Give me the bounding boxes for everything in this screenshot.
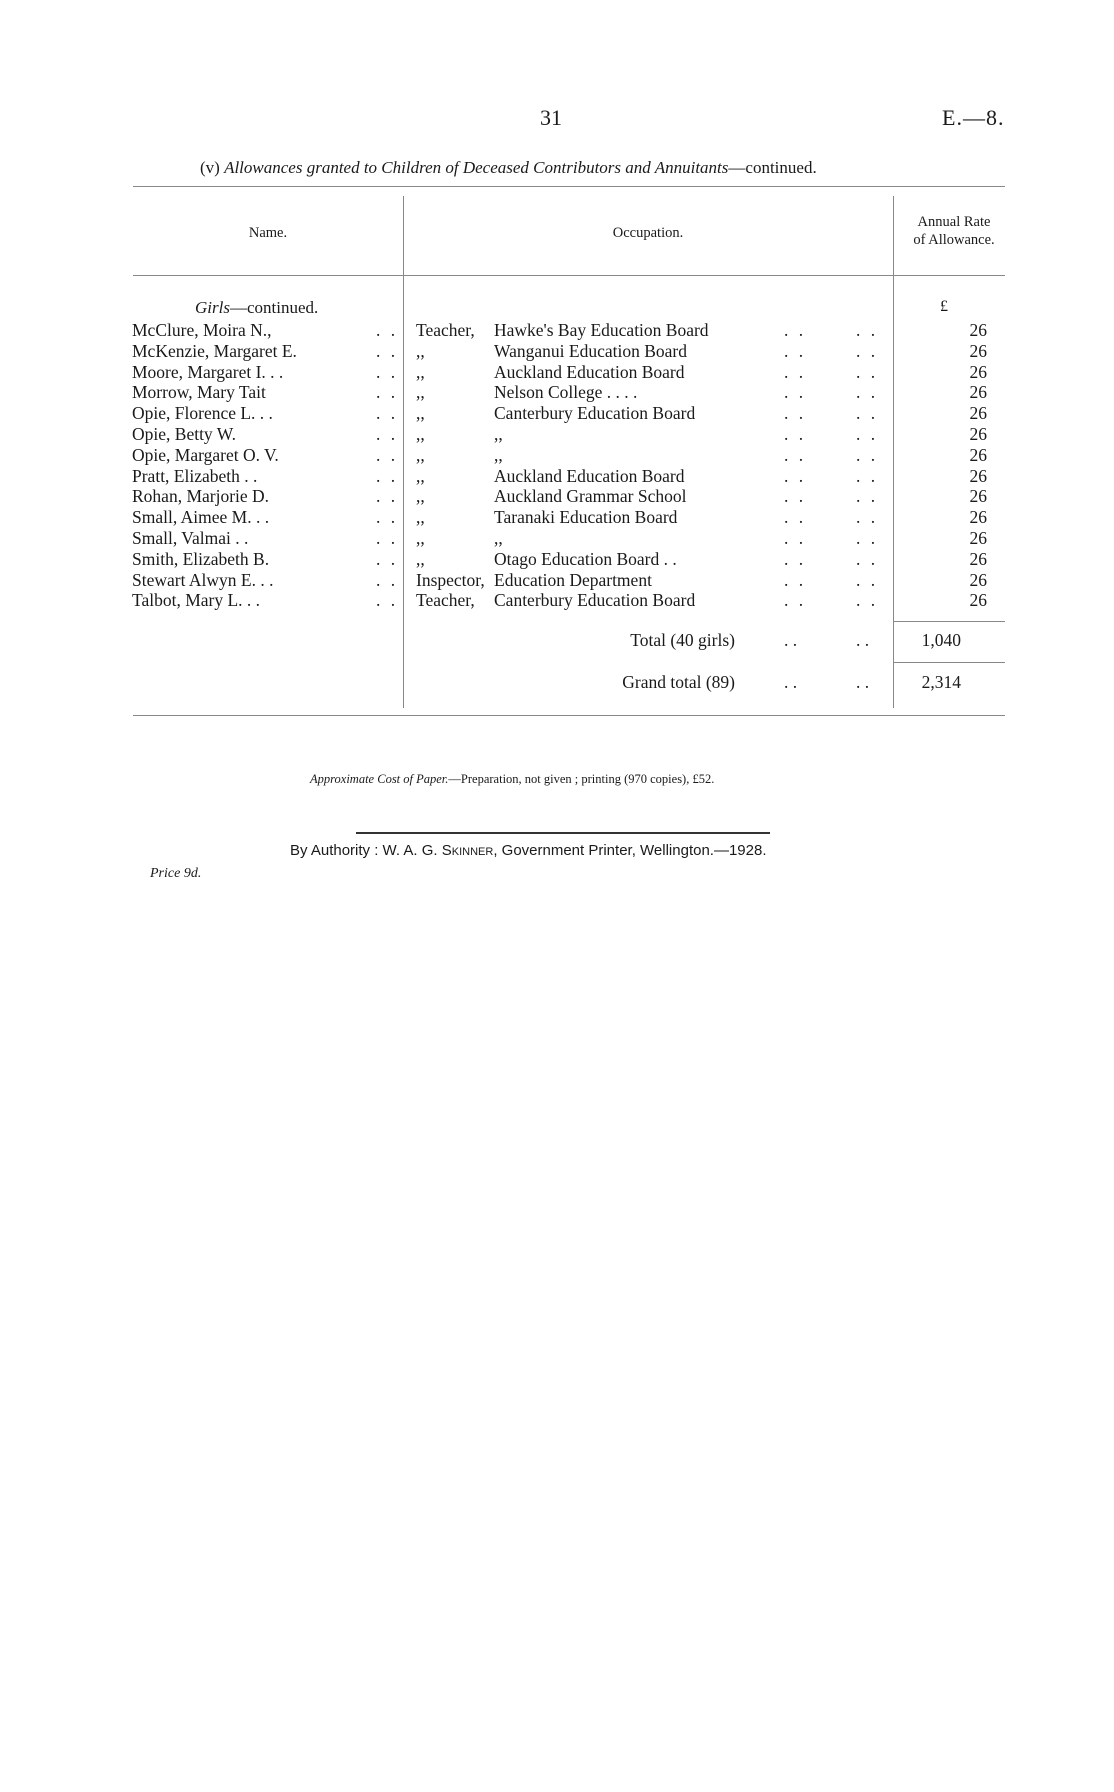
row-rate: 26 [969, 424, 987, 444]
total-leader: . . [856, 630, 870, 650]
row-occupation-prefix: Teacher, [416, 320, 475, 340]
row-rate: 26 [969, 507, 987, 528]
row-leader: . . [856, 424, 879, 444]
printer-authority [290, 842, 767, 859]
row-occupation-prefix: ,, [416, 507, 425, 528]
row-leader: . . [784, 590, 807, 611]
authority-rule [356, 832, 770, 834]
column-header-occupation: Occupation. [612, 225, 684, 241]
grand-total-leader: . . [856, 672, 870, 692]
row-occupation: Auckland Grammar School [494, 486, 687, 507]
table-row [0, 403, 1114, 424]
row-name: Talbot, Mary L. . . [132, 590, 261, 611]
table-row [0, 570, 1114, 591]
column-header-rate-line1: Annual Rate [917, 214, 991, 230]
row-name: Opie, Florence L. . . [132, 403, 273, 424]
row-name: Morrow, Mary Tait [132, 382, 266, 403]
row-occupation: Auckland Education Board [494, 361, 685, 382]
row-occupation: Nelson College . . . . [494, 382, 638, 403]
row-rate: 26 [969, 528, 987, 548]
table-top-rule [133, 186, 1005, 187]
row-occupation-prefix: ,, [416, 361, 425, 382]
row-rate: 26 [969, 569, 987, 590]
grand-total-label: Grand total (89) [622, 672, 735, 692]
row-occupation-prefix: ,, [416, 465, 425, 486]
row-leader: . . [376, 507, 399, 528]
row-occupation: Hawke's Bay Education Board [494, 320, 709, 340]
row-leader: . . [856, 465, 879, 486]
row-occupation: Canterbury Education Board [494, 590, 696, 611]
row-leader: . . [376, 548, 399, 569]
row-leader: . . [376, 486, 399, 507]
row-name: Moore, Margaret I. . . [132, 361, 284, 382]
cost-text: —Preparation, not given ; printing (970 copies), £52. [448, 772, 715, 786]
row-name: Small, Aimee M. . . [132, 507, 270, 528]
total-top-rule [893, 621, 1005, 622]
row-leader: . . [856, 382, 879, 403]
row-name: Stewart Alwyn E. . . [132, 569, 274, 590]
table-row [0, 362, 1114, 383]
total-value: 1,040 [921, 630, 961, 650]
row-leader: . . [784, 548, 807, 569]
row-leader: . . [856, 403, 879, 424]
row-occupation: ,, [494, 528, 503, 548]
row-leader: . . [784, 361, 807, 382]
grand-total-top-rule [893, 662, 1005, 663]
page-number: 31 [540, 105, 562, 130]
table-row [0, 590, 1114, 611]
row-occupation: Canterbury Education Board [494, 403, 696, 424]
row-name: Small, Valmai . . [132, 528, 249, 548]
row-rate: 26 [969, 486, 987, 507]
row-name: Opie, Margaret O. V. [132, 444, 279, 465]
column-header-rate [895, 213, 1013, 249]
caption-suffix: —continued. [728, 158, 817, 177]
row-name: Pratt, Elizabeth . . [132, 465, 258, 486]
row-rate: 26 [969, 382, 987, 403]
row-leader: . . [856, 590, 879, 611]
row-leader: . . [856, 569, 879, 590]
row-leader: . . [784, 444, 807, 465]
row-leader: . . [856, 444, 879, 465]
row-rate: 26 [969, 444, 987, 465]
row-occupation: Otago Education Board . . [494, 548, 677, 569]
row-occupation-prefix: ,, [416, 444, 425, 465]
caption-prefix: (v) [200, 158, 220, 177]
row-name: McKenzie, Margaret E. [132, 340, 297, 361]
table-row [0, 466, 1114, 487]
header-bottom-rule [133, 275, 1005, 276]
column-header-name: Name. [248, 225, 288, 241]
row-leader: . . [784, 507, 807, 528]
row-name: Smith, Elizabeth B. [132, 548, 270, 569]
table-row [0, 341, 1114, 362]
row-rate: 26 [969, 403, 987, 424]
table-row [0, 486, 1114, 507]
row-leader: . . [784, 569, 807, 590]
row-leader: . . [856, 528, 879, 548]
row-leader: . . [376, 465, 399, 486]
row-occupation: Wanganui Education Board [494, 340, 687, 361]
table-row [0, 445, 1114, 466]
row-rate: 26 [969, 361, 987, 382]
row-name: Opie, Betty W. [132, 424, 237, 444]
row-leader: . . [376, 569, 399, 590]
row-occupation-prefix: Inspector, [416, 569, 485, 590]
column-header-rate-line2: of Allowance. [913, 232, 995, 248]
row-leader: . . [784, 403, 807, 424]
table-row [0, 507, 1114, 528]
row-leader: . . [376, 382, 399, 403]
row-leader: . . [856, 340, 879, 361]
row-occupation: Education Department [494, 569, 652, 590]
row-leader: . . [376, 528, 399, 548]
cost-note [310, 772, 714, 787]
row-rate: 26 [969, 548, 987, 569]
row-occupation-prefix: Teacher, [416, 590, 475, 611]
section-title: Girls [195, 298, 230, 317]
grand-total-leader: . . [784, 672, 798, 692]
row-occupation-prefix: ,, [416, 486, 425, 507]
table-bottom-rule [133, 715, 1005, 716]
total-label: Total (40 girls) [630, 630, 735, 650]
row-occupation: ,, [494, 424, 503, 444]
row-leader: . . [376, 403, 399, 424]
authority-suffix: , Government Printer, Wellington.—1928. [493, 842, 767, 859]
row-leader: . . [784, 465, 807, 486]
row-leader: . . [856, 486, 879, 507]
section-suffix: —continued. [229, 298, 319, 317]
row-leader: . . [856, 507, 879, 528]
row-leader: . . [376, 590, 399, 611]
row-occupation-prefix: ,, [416, 548, 425, 569]
row-leader: . . [856, 548, 879, 569]
row-leader: . . [376, 320, 399, 340]
row-leader: . . [376, 361, 399, 382]
table-row [0, 424, 1114, 445]
row-occupation-prefix: ,, [416, 340, 425, 361]
row-leader: . . [784, 424, 807, 444]
row-leader: . . [376, 444, 399, 465]
row-leader: . . [376, 424, 399, 444]
section-heading-girls [195, 298, 318, 318]
row-rate: 26 [969, 465, 987, 486]
table-row [0, 320, 1114, 341]
row-leader: . . [784, 320, 807, 340]
row-leader: . . [856, 320, 879, 340]
table-caption [200, 158, 817, 178]
row-leader: . . [856, 361, 879, 382]
row-rate: 26 [969, 590, 987, 611]
document-reference: E.—8. [942, 105, 1005, 130]
authority-name: Skinner [441, 842, 494, 859]
caption-title: Allowances granted to Children of Deceased Contributors and Annuitants [224, 158, 729, 177]
grand-total-value: 2,314 [921, 672, 961, 692]
table-row [0, 528, 1114, 549]
row-name: McClure, Moira N., [132, 320, 272, 340]
row-rate: 26 [969, 340, 987, 361]
row-leader: . . [376, 340, 399, 361]
table-row [0, 382, 1114, 403]
row-leader: . . [784, 340, 807, 361]
authority-prefix: By Authority : W. A. G. [290, 842, 438, 859]
row-rate: 26 [969, 320, 987, 340]
row-occupation: ,, [494, 444, 503, 465]
row-occupation: Auckland Education Board [494, 465, 685, 486]
currency-symbol: £ [940, 298, 948, 315]
row-occupation-prefix: ,, [416, 382, 425, 403]
table-row [0, 549, 1114, 570]
total-leader: . . [784, 630, 798, 650]
row-occupation-prefix: ,, [416, 424, 425, 444]
price: Price 9d. [150, 866, 202, 881]
row-leader: . . [784, 528, 807, 548]
cost-label: Approximate Cost of Paper. [310, 772, 449, 786]
row-leader: . . [784, 382, 807, 403]
row-leader: . . [784, 486, 807, 507]
row-occupation: Taranaki Education Board [494, 507, 678, 528]
row-name: Rohan, Marjorie D. [132, 486, 270, 507]
row-occupation-prefix: ,, [416, 403, 425, 424]
row-occupation-prefix: ,, [416, 528, 425, 548]
